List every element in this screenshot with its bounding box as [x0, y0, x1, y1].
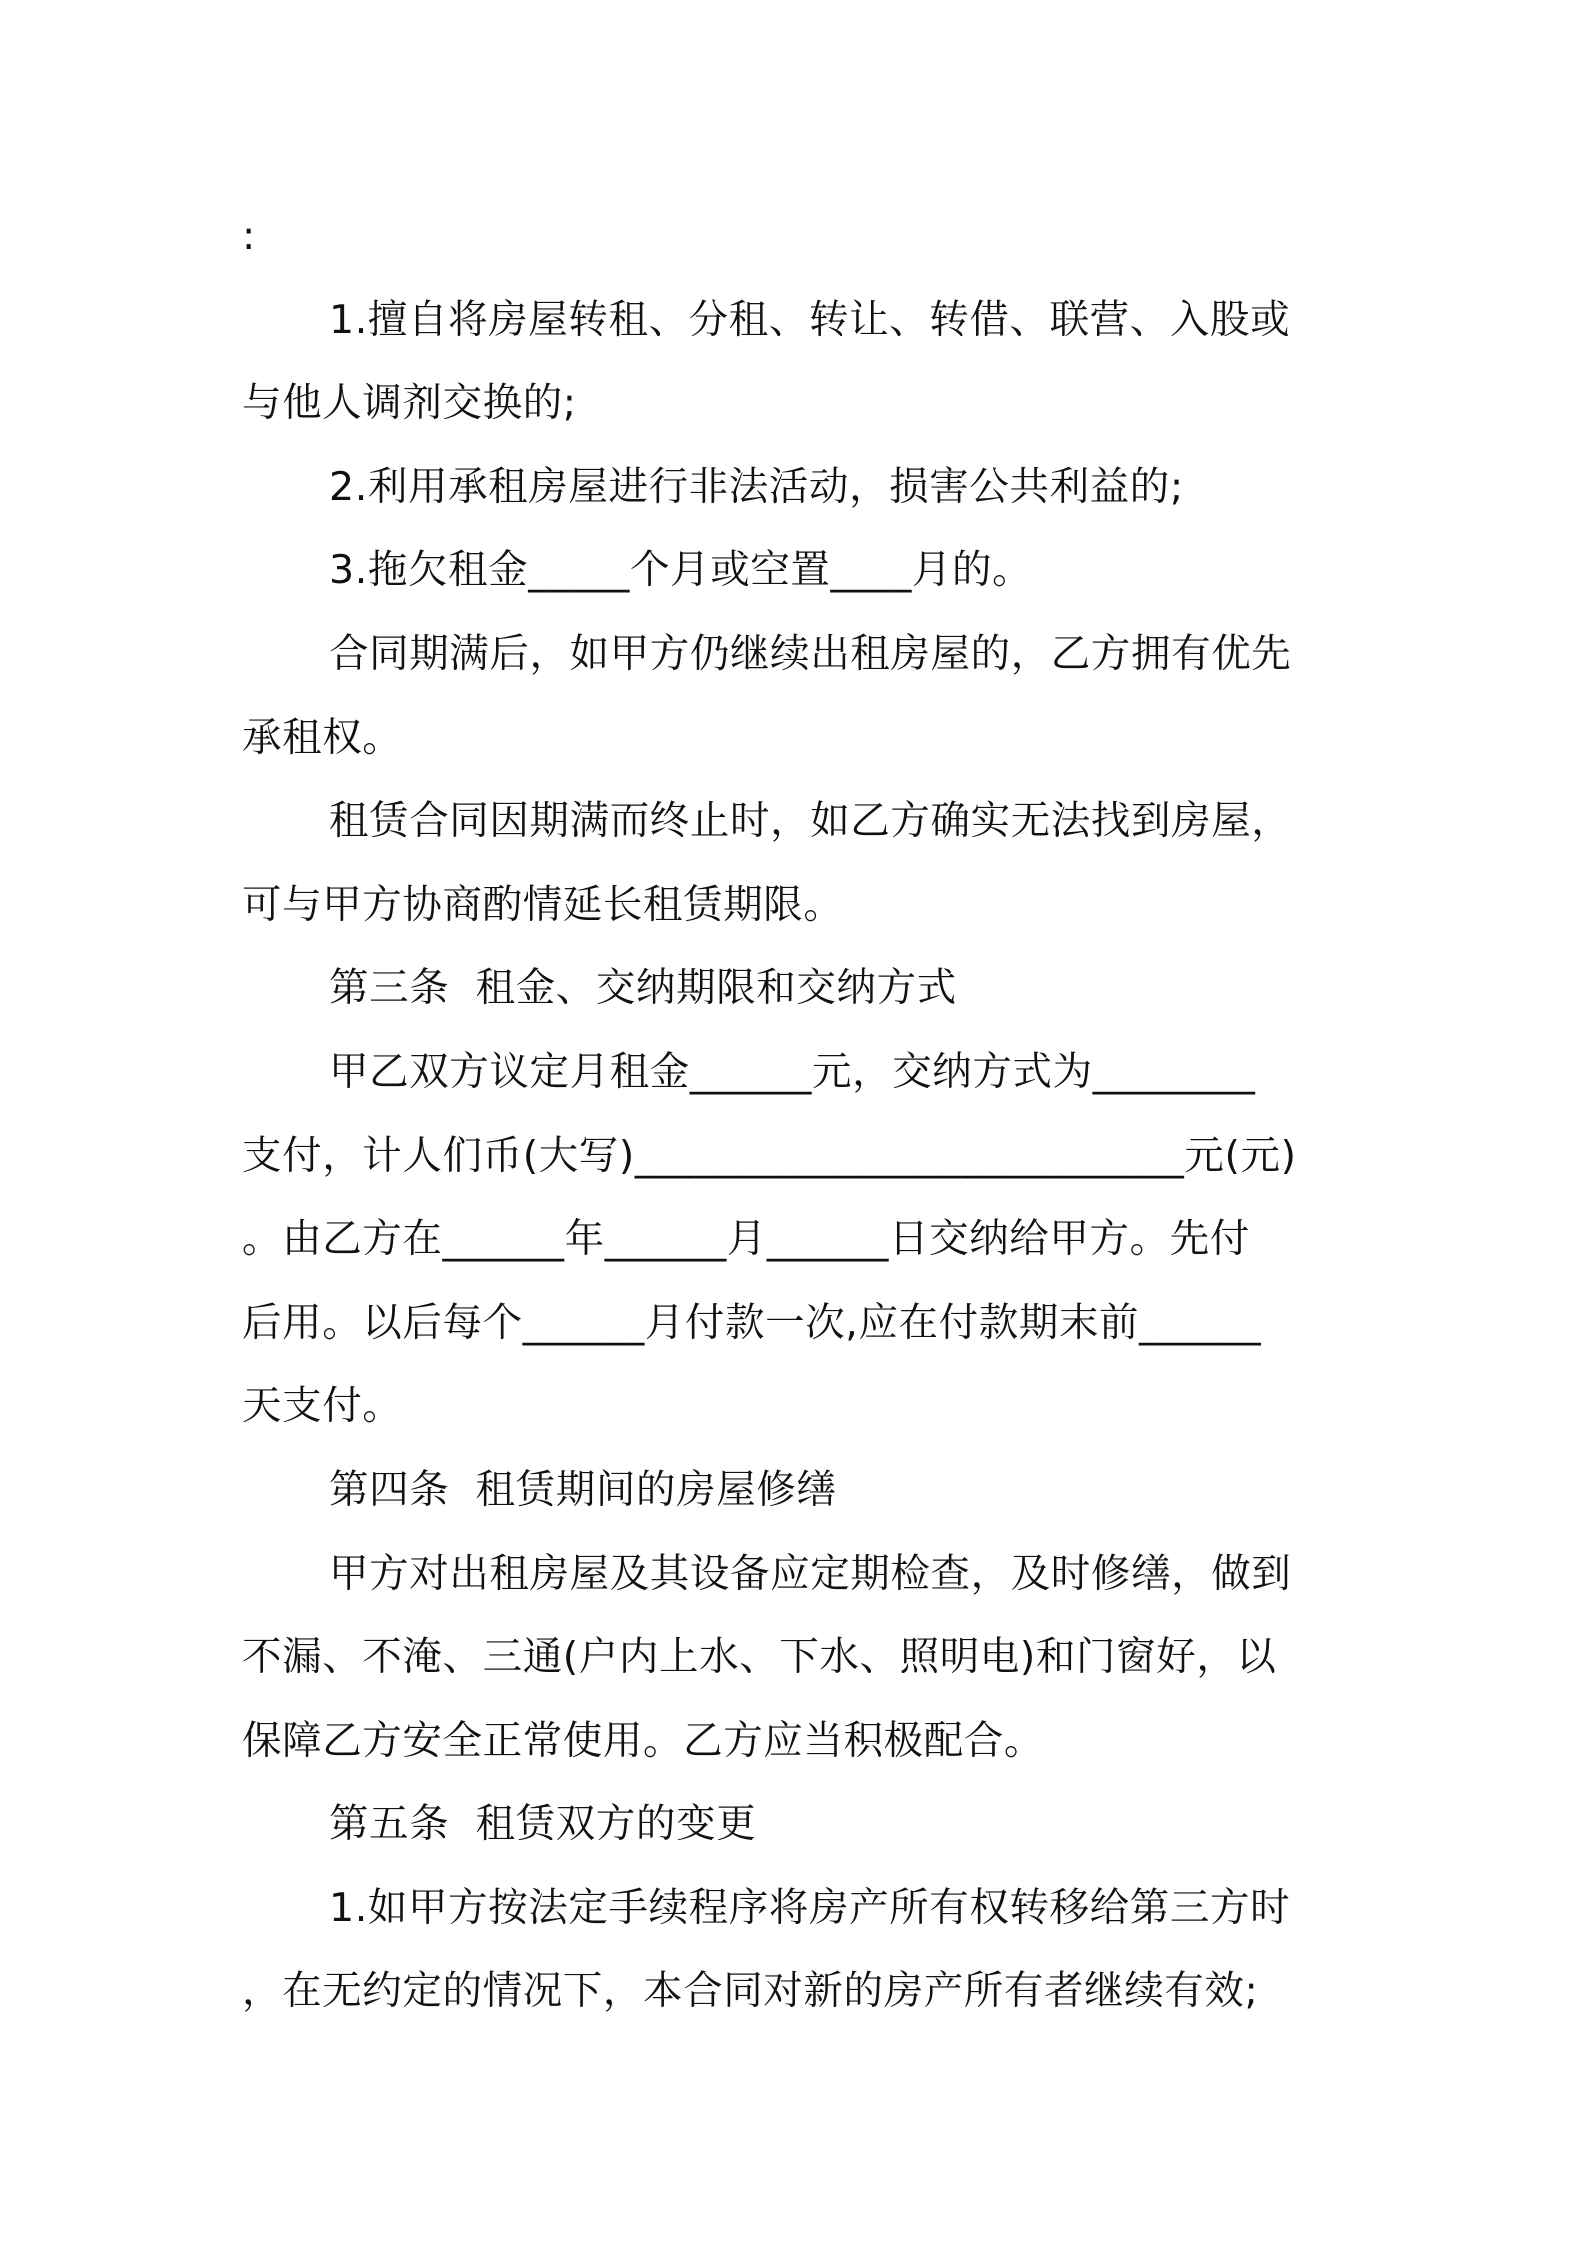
- text-line: 与他人调剂交换的;: [242, 380, 577, 427]
- text-line: 后用。以后每个______月付款一次,应在付款期末前______: [242, 1299, 1262, 1346]
- section-heading-article-5: 第五条 租赁双方的变更: [329, 1801, 757, 1848]
- text-line: 。由乙方在______年______月______日交纳给甲方。先付: [242, 1216, 1250, 1263]
- text-line: 支付，计人们币(大写)___________________________元(元): [242, 1132, 1297, 1179]
- contract-text-body: [242, 195, 1354, 2034]
- text-line: 承租权。: [242, 714, 403, 761]
- text-line: 不漏、不淹、三通(户内上水、下水、照明电)和门窗好，以: [242, 1634, 1277, 1681]
- text-line: 2.利用承租房屋进行非法活动，损害公共利益的;: [329, 463, 1184, 510]
- text-line: 租赁合同因期满而终止时，如乙方确实无法找到房屋，: [329, 798, 1292, 845]
- text-line: 可与甲方协商酌情延长租赁期限。: [242, 881, 844, 928]
- section-heading-article-4: 第四条 租赁期间的房屋修缮: [329, 1466, 837, 1513]
- text-line: 甲方对出租房屋及其设备应定期检查，及时修缮，做到: [329, 1550, 1292, 1597]
- text-line: 保障乙方安全正常使用。乙方应当积极配合。: [242, 1717, 1044, 1764]
- text-line: 1.如甲方按法定手续程序将房产所有权转移给第三方时: [329, 1884, 1291, 1931]
- section-heading-article-3: 第三条 租金、交纳期限和交纳方式: [329, 965, 957, 1012]
- text-line: 3.拖欠租金_____个月或空置____月的。: [329, 547, 1033, 594]
- text-line: 天支付。: [242, 1383, 403, 1430]
- text-line: 甲乙双方议定月租金______元，交纳方式为________: [329, 1048, 1256, 1095]
- text-line: 1.擅自将房屋转租、分租、转让、转借、联营、入股或: [329, 296, 1291, 343]
- text-line: :: [242, 213, 256, 259]
- text-line: ，在无约定的情况下，本合同对新的房产所有者继续有效;: [242, 1968, 1259, 2015]
- text-line: 合同期满后，如甲方仍继续出租房屋的，乙方拥有优先: [329, 630, 1292, 677]
